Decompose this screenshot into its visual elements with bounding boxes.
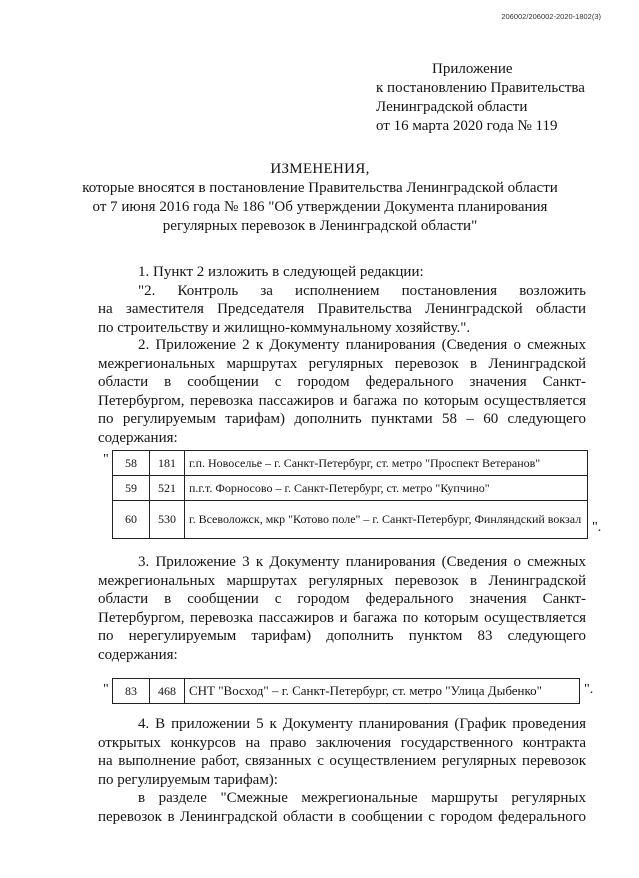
paragraph-line: по регулируемым тарифам) дополнить пунктами 58 – 60 следующего [98, 411, 586, 427]
paragraph-line: 4. В приложении 5 к Документу планирования (График проведения [138, 716, 586, 732]
section-2 [98, 336, 586, 447]
paragraph-line: на выполнение работ, связанных с осуществлением регулярных перевозок [98, 753, 586, 769]
paragraph-line: межрегиональных маршрутах регулярных перевозок в Ленинградской [98, 572, 586, 589]
route-code: 468 [150, 679, 185, 704]
section-1 [98, 263, 586, 337]
paragraph-line: 2. Приложение 2 к Документу планирования (Сведения о смежных [138, 337, 586, 353]
paragraph-line: межрегиональных маршрутах регулярных перевозок в Ленинградской [98, 355, 586, 372]
open-quote: " [103, 682, 109, 697]
paragraph-line: по регулируемым тарифам): [98, 771, 278, 788]
section-4 [98, 715, 586, 826]
appendix-line: Приложение [432, 61, 513, 77]
appendix-line: от 16 марта 2020 года № 119 [376, 118, 558, 134]
title-line: от 7 июня 2016 года № 186 "Об утверждении Документа планирования [92, 199, 548, 215]
close-quote: ". [592, 520, 602, 535]
paragraph-line: Петербургом, перевозка пассажиров и багажа по которым осуществляется [98, 609, 586, 626]
appendix-line: Ленинградской области [376, 99, 528, 115]
title-line: регулярных перевозок в Ленинградской области" [162, 218, 478, 234]
section-heading: 1. Пункт 2 изложить в следующей редакции: [138, 264, 424, 280]
close-quote: ". [584, 682, 594, 697]
row-number: 60 [113, 501, 150, 539]
row-number: 58 [113, 451, 150, 476]
paragraph-line: содержания: [98, 646, 178, 663]
document-id: 206002/206002-2020-1802(3) [501, 12, 601, 21]
table-row [113, 679, 580, 704]
title-caps: ИЗМЕНЕНИЯ, [270, 161, 370, 177]
paragraph-line: "2. Контроль за исполнением постановления возложить [138, 282, 586, 299]
table-row [113, 501, 588, 539]
appendix-line: к постановлению Правительства [376, 80, 585, 96]
document-title [60, 160, 580, 236]
routes-table-2 [112, 678, 580, 704]
section-3 [98, 553, 586, 664]
open-quote: " [103, 452, 109, 467]
paragraph-line: области в сообщении с городом федерального значения Санкт- [98, 374, 586, 390]
table-row [113, 451, 588, 476]
routes-table-1 [112, 450, 588, 539]
paragraph-line: по строительству и жилищно-коммунальному хозяйству.". [98, 319, 471, 336]
row-number: 59 [113, 476, 150, 501]
paragraph-line: Петербургом, перевозка пассажиров и багажа по которым осуществляется [98, 392, 586, 409]
paragraph-line: содержания: [98, 429, 178, 446]
paragraph-line: открытых конкурсов на право заключения государственного контракта [98, 734, 586, 751]
route-code: 530 [150, 501, 185, 539]
paragraph-line: на заместителя Председателя Правительства Ленинградской области [98, 301, 586, 317]
route-code: 521 [150, 476, 185, 501]
paragraph-line: 3. Приложение 3 к Документу планирования (Сведения о смежных [138, 554, 586, 570]
row-number: 83 [113, 679, 150, 704]
paragraph-line: области в сообщении с городом федерального значения Санкт- [98, 591, 586, 607]
table-row [113, 476, 588, 501]
appendix-header [376, 60, 585, 136]
paragraph-line: в разделе "Смежные межрегиональные маршруты регулярных [138, 790, 586, 806]
route-name: п.г.т. Форносово – г. Санкт-Петербург, ст. метро "Купчино" [185, 476, 588, 501]
route-name: СНТ "Восход" – г. Санкт-Петербург, ст. метро "Улица Дыбенко" [185, 679, 580, 704]
paragraph-line: по нерегулируемым тарифам) дополнить пунктом 83 следующего [98, 628, 586, 644]
title-line: которые вносятся в постановление Правительства Ленинградской области [82, 180, 558, 196]
route-name: г. Всеволожск, мкр "Котово поле" – г. Санкт-Петербург, Финляндский вокзал [185, 501, 588, 539]
paragraph-line: перевозок в Ленинградской области в сообщении с городом федерального [98, 808, 586, 825]
route-code: 181 [150, 451, 185, 476]
route-name: г.п. Новоселье – г. Санкт-Петербург, ст. метро "Проспект Ветеранов" [185, 451, 588, 476]
